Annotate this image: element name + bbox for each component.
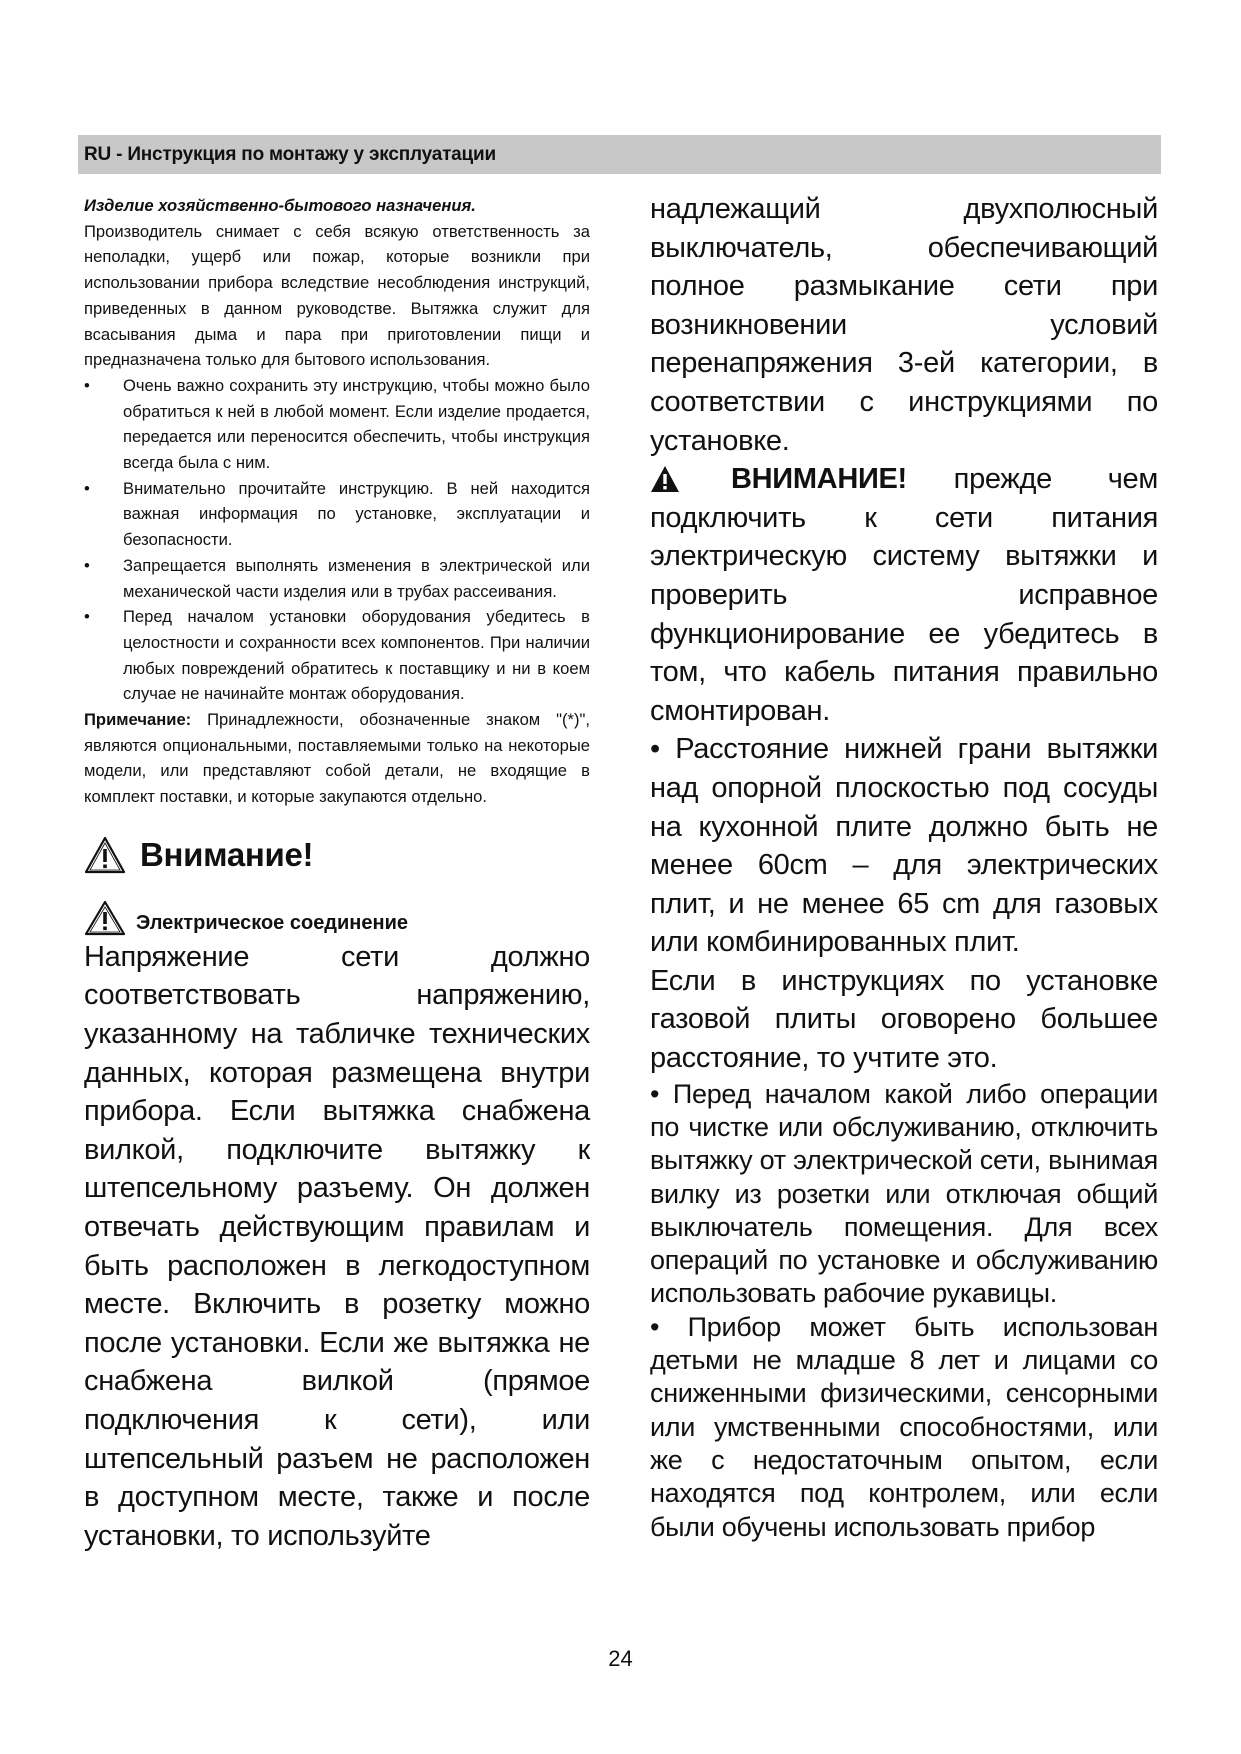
list-item: • Внимательно прочитайте инструкцию. В ней находится важная информация по установке, эксплуатации и безопасности. [84,476,590,553]
note-label: Примечание: [84,710,192,730]
header-title: RU - Инструкция по монтажу у эксплуатации [84,144,496,165]
paragraph-switch: надлежащий двухполюсный выключатель, обеспечивающий полное размыкание сети при возникновении условий перенапряжения 3-ей категории, в соответствии с инструкциями по установке. [650,193,1158,457]
note-text: Принадлежности, обозначенные знаком "(*)", являются опциональными, поставляемыми только на некоторые модели, или представляют собой детали, не входящие в комплект поставки, и которые закупаются отдельно. [84,710,590,807]
paragraph-warning: подключить к сети питания электрическую систему вытяжки и проверить исправное функционирование ее убедитесь в том, что кабель питания правильно смонтирован. [650,501,1158,727]
paragraph-distance: • Расстояние нижней грани вытяжки над опорной плоскостью под сосуды на кухонной плите должно быть не менее 60cm – для электрических плит, и не менее 65 cm для газовых или комбинированных плит. [650,733,1158,959]
intro-heading: Изделие хозяйственно-бытового назначения. [84,196,476,215]
warning-word: ВНИМАНИЕ! [731,463,907,496]
warning-triangle-icon [84,836,126,874]
attention-heading [84,830,590,880]
electric-title: Электрическое соединение [136,911,409,934]
bullet-list [84,373,590,707]
electric-text: Напряжение сети должно соответствовать напряжению, указанному на табличке технических данных, которая размещена внутри прибора. Если вытяжка снабжена вилкой, подключите вытяжку к штепсельному разъему. Он должен отвечать действующим правилам и быть расположен в легкодоступном месте. Включить в розетку можно после установки. Если же вытяжка не снабжена вилкой (прямое подключения к сети), или штепсельный разъем не расположен в доступном месте, также и после установки, то используйте [84,940,590,1552]
list-item: • Запрещается выполнять изменения в электрической или механической части изделия или в трубах рассеивания. [84,553,590,604]
right-lower-block [650,1078,1158,1544]
list-item: • Перед началом установки оборудования убедитесь в целостности и сохранности всех компонентов. При наличии любых повреждений обратитесь к поставщику и ни в коем случае не начинайте монтаж оборудования. [84,604,590,707]
left-column [84,193,590,1555]
warning-tail: прежде чем [953,463,1158,496]
bullet-dot: • [84,555,90,575]
warning-filled-triangle-icon [650,465,680,493]
intro-text: Производитель снимает с себя всякую ответственность за неполадки, ущерб или пожар, которые возникли при использовании прибора вследствие несоблюдения инструкций, приведенных в данном руководстве. Вытяжка служит для всасывания дыма и пара при приготовлении пищи и предназначена только для бытового использования. [84,221,590,370]
warning-triangle-icon [84,900,126,936]
page-number: 24 [608,1646,633,1671]
list-item: • Очень важно сохранить эту инструкцию, чтобы можно было обратиться к ней в любой момент. Если изделие продается, передается или переносится обеспечить, чтобы инструкция всегда была с ним. [84,373,590,476]
paragraph-children: • Прибор может быть использован детьми не младше 8 лет и лицами со сниженными физическими, сенсорными или умственными способностями, или же с недостаточным опытом, если находятся под контролем, или если были обучены использовать прибор [650,1311,1158,1542]
bullet-dot: • [84,478,90,498]
bullet-dot: • [84,607,90,627]
intro-block [84,193,590,810]
paragraph-cleaning: • Перед началом какой либо операции по чистке или обслуживанию, отключить вытяжку от электрической сети, вынимая вилку из розетки или отключая общий выключатель помещения. Для всех операций по установке и обслуживанию использовать рабочие рукавицы. [650,1078,1158,1309]
bullet-dot: • [84,375,90,395]
warning-line [650,460,1158,499]
right-upper-block [650,190,1158,1078]
header-bar [78,135,1161,174]
right-column [650,190,1158,1544]
electric-heading [84,902,590,936]
attention-title: Внимание! [140,835,314,873]
note-paragraph [84,707,590,810]
electric-text-block [84,938,590,1556]
paragraph-gas: Если в инструкциях по установке газовой плиты оговорено большее расстояние, то учтите это. [650,964,1158,1075]
